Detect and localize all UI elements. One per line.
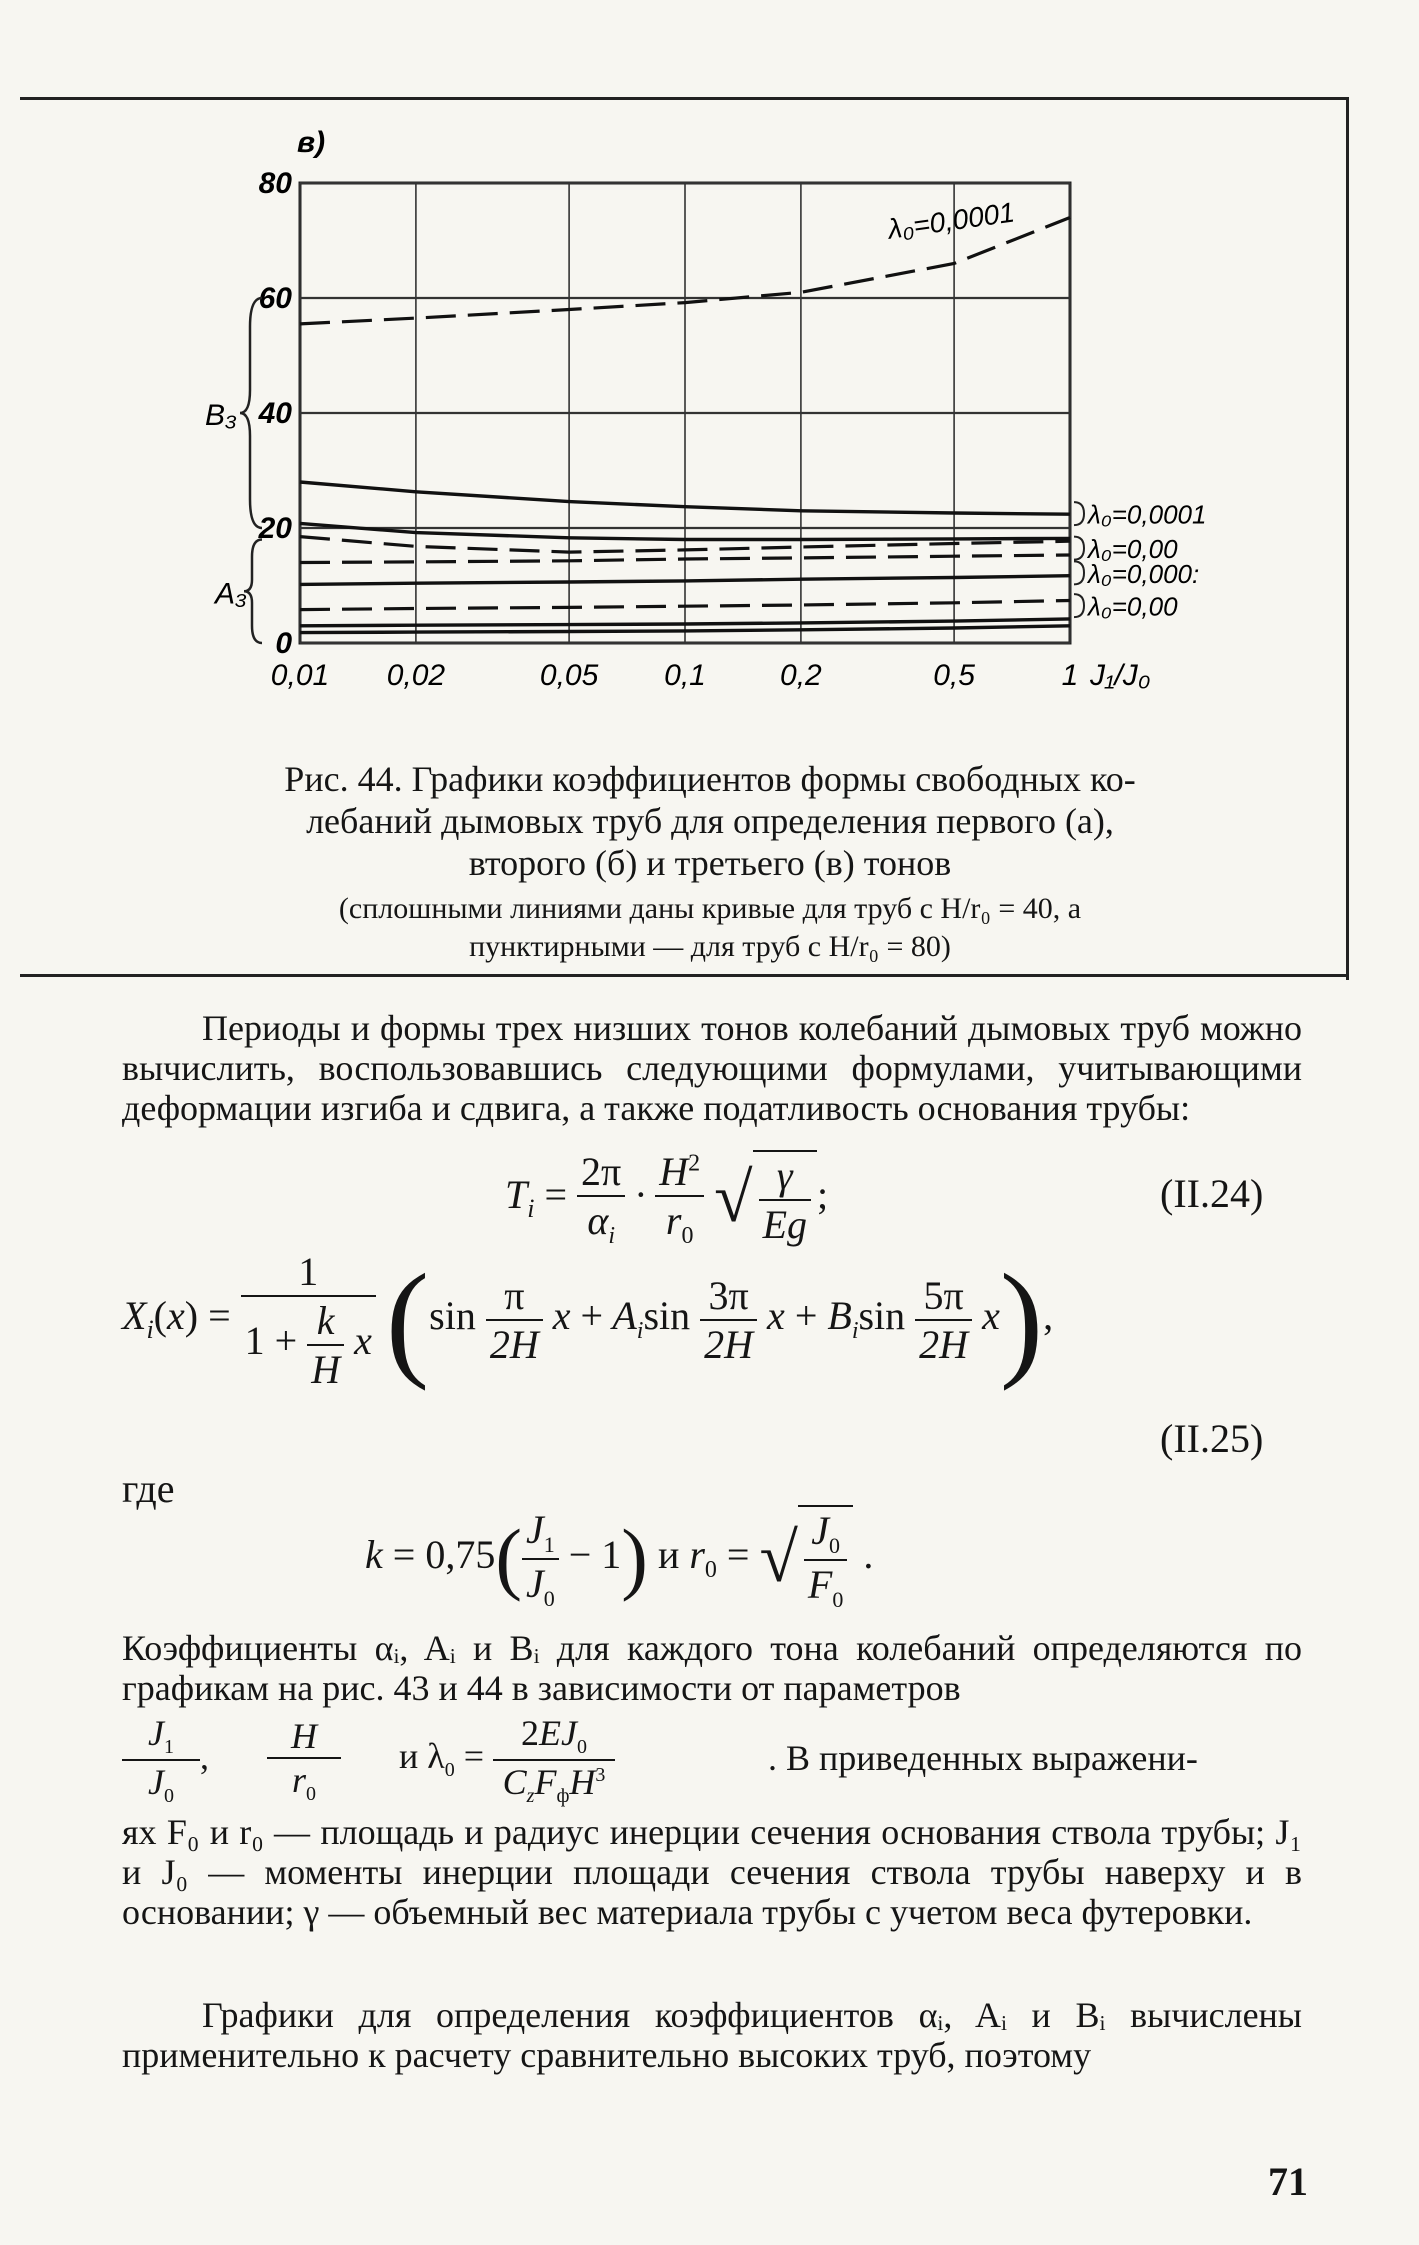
y-tick-label: 40 bbox=[258, 397, 292, 430]
caption-line-4: (сплошными линиями даны кривые для труб с H/r₀ = 40, а bbox=[338, 892, 1082, 925]
x-tick-label: 0,5 bbox=[933, 659, 975, 692]
paragraph-definitions: ях F₀ и r₀ — площадь и радиус инерции сечения основания ствола трубы; J₁ и J₀ — моменты инерции площади сечения ствола трубы наверху и в основании; γ — объемный вес материала трубы с учетом веса футеровки. bbox=[122, 1812, 1302, 1932]
x-tick-label: 1 bbox=[1061, 659, 1079, 692]
equation-number-II-25: (II.25) bbox=[1160, 1416, 1264, 1461]
equation-parameters: $\frac{J_1}{J_0}$ , $\frac{H}{r_0}$ и $\lambda_0$ = $\frac{2EJ_0}{C_zF_фH^3}$ bbox=[122, 1712, 615, 1808]
x-tick-label: 0,1 bbox=[664, 659, 706, 692]
y-tick-label: 0 bbox=[275, 627, 292, 660]
x-tick-label: 0,2 bbox=[780, 659, 822, 692]
equation-k-r0: k = 0,75( $\frac{J_1}{J_0}$ − 1) и $r_0$ = √ $\frac{J_0}{F_0}$ . bbox=[365, 1507, 874, 1612]
brace-label-b3: B₃ bbox=[205, 399, 237, 432]
equation-II-25: $X_i(x)$ = 1 1 + $\frac{k}{H}$ x (sin $\frac{\pi}{2H}$ $x + A_i\sin$ $\frac{3\pi}{2H}$ $x + B_i\sin$ $\frac{5\pi}{2H}$ x), bbox=[122, 1248, 1054, 1392]
right-label-brace bbox=[1074, 561, 1084, 584]
brace-label-a3: A₃ bbox=[215, 577, 247, 611]
caption-line-5: пунктирными — для труб с H/r₀ = 80) bbox=[469, 930, 951, 963]
right-label-brace bbox=[1074, 502, 1084, 525]
panel-label: в) bbox=[297, 126, 326, 159]
caption-line-2: лебаний дымовых труб для определения первого (а), bbox=[306, 801, 1114, 841]
where-label: где bbox=[122, 1466, 175, 1511]
paragraph-graphs: Графики для определения коэффициентов αᵢ, Aᵢ и Bᵢ вычислены применительно к расчету сравнительно высоких труб, поэтому bbox=[122, 1995, 1302, 2075]
curve-label-top: λ₀=0,0001 bbox=[885, 196, 1017, 245]
right-curve-label: λ₀=0,0001 bbox=[1088, 499, 1207, 530]
y-tick-label: 60 bbox=[258, 282, 292, 315]
right-curve-label: λ₀=0,00 bbox=[1088, 534, 1178, 565]
x-tick-label: 0,01 bbox=[270, 659, 330, 692]
page-number: 71 bbox=[1268, 2159, 1308, 2204]
x-axis-label: J₁/J₀ bbox=[1090, 659, 1151, 692]
paragraph-intro: Периоды и формы трех низших тонов колебаний дымовых труб можно вычислить, воспользовавшись следующими формулами, учитывающими деформации изгиба и сдвига, а также податливость основания трубы: bbox=[122, 1008, 1302, 1128]
equation-II-24: $T_i$ = $\frac{2\pi}{\alpha_i}$ · $\frac{H^2}{r_0}$ √ $\frac{\gamma}{Eg}$ ; bbox=[505, 1149, 829, 1249]
caption-line-3: второго (б) и третьего (в) тонов bbox=[468, 843, 952, 883]
right-curve-label: λ₀=0,000: bbox=[1088, 558, 1200, 589]
x-tick-label: 0,05 bbox=[539, 659, 599, 692]
equation-number-II-24: (II.24) bbox=[1160, 1171, 1264, 1216]
caption-line-1: Рис. 44. Графики коэффициентов формы свободных ко- bbox=[284, 759, 1136, 799]
paragraph-expressions-tail: . В приведенных выражени- bbox=[768, 1738, 1198, 1778]
chart-ticks bbox=[258, 167, 1151, 692]
paragraph-coefficients: Коэффициенты αᵢ, Aᵢ и Bᵢ для каждого тона колебаний определяются по графикам на рис. 43 и 44 в зависимости от параметров bbox=[122, 1628, 1302, 1708]
right-label-brace bbox=[1074, 537, 1084, 560]
y-tick-label: 80 bbox=[258, 167, 292, 200]
chart-grid bbox=[300, 183, 1070, 643]
right-curve-label: λ₀=0,00 bbox=[1088, 591, 1178, 622]
right-label-brace bbox=[1074, 594, 1084, 617]
x-tick-label: 0,02 bbox=[386, 659, 446, 692]
y-tick-label: 20 bbox=[258, 512, 292, 545]
chart-annotations bbox=[205, 126, 1206, 643]
